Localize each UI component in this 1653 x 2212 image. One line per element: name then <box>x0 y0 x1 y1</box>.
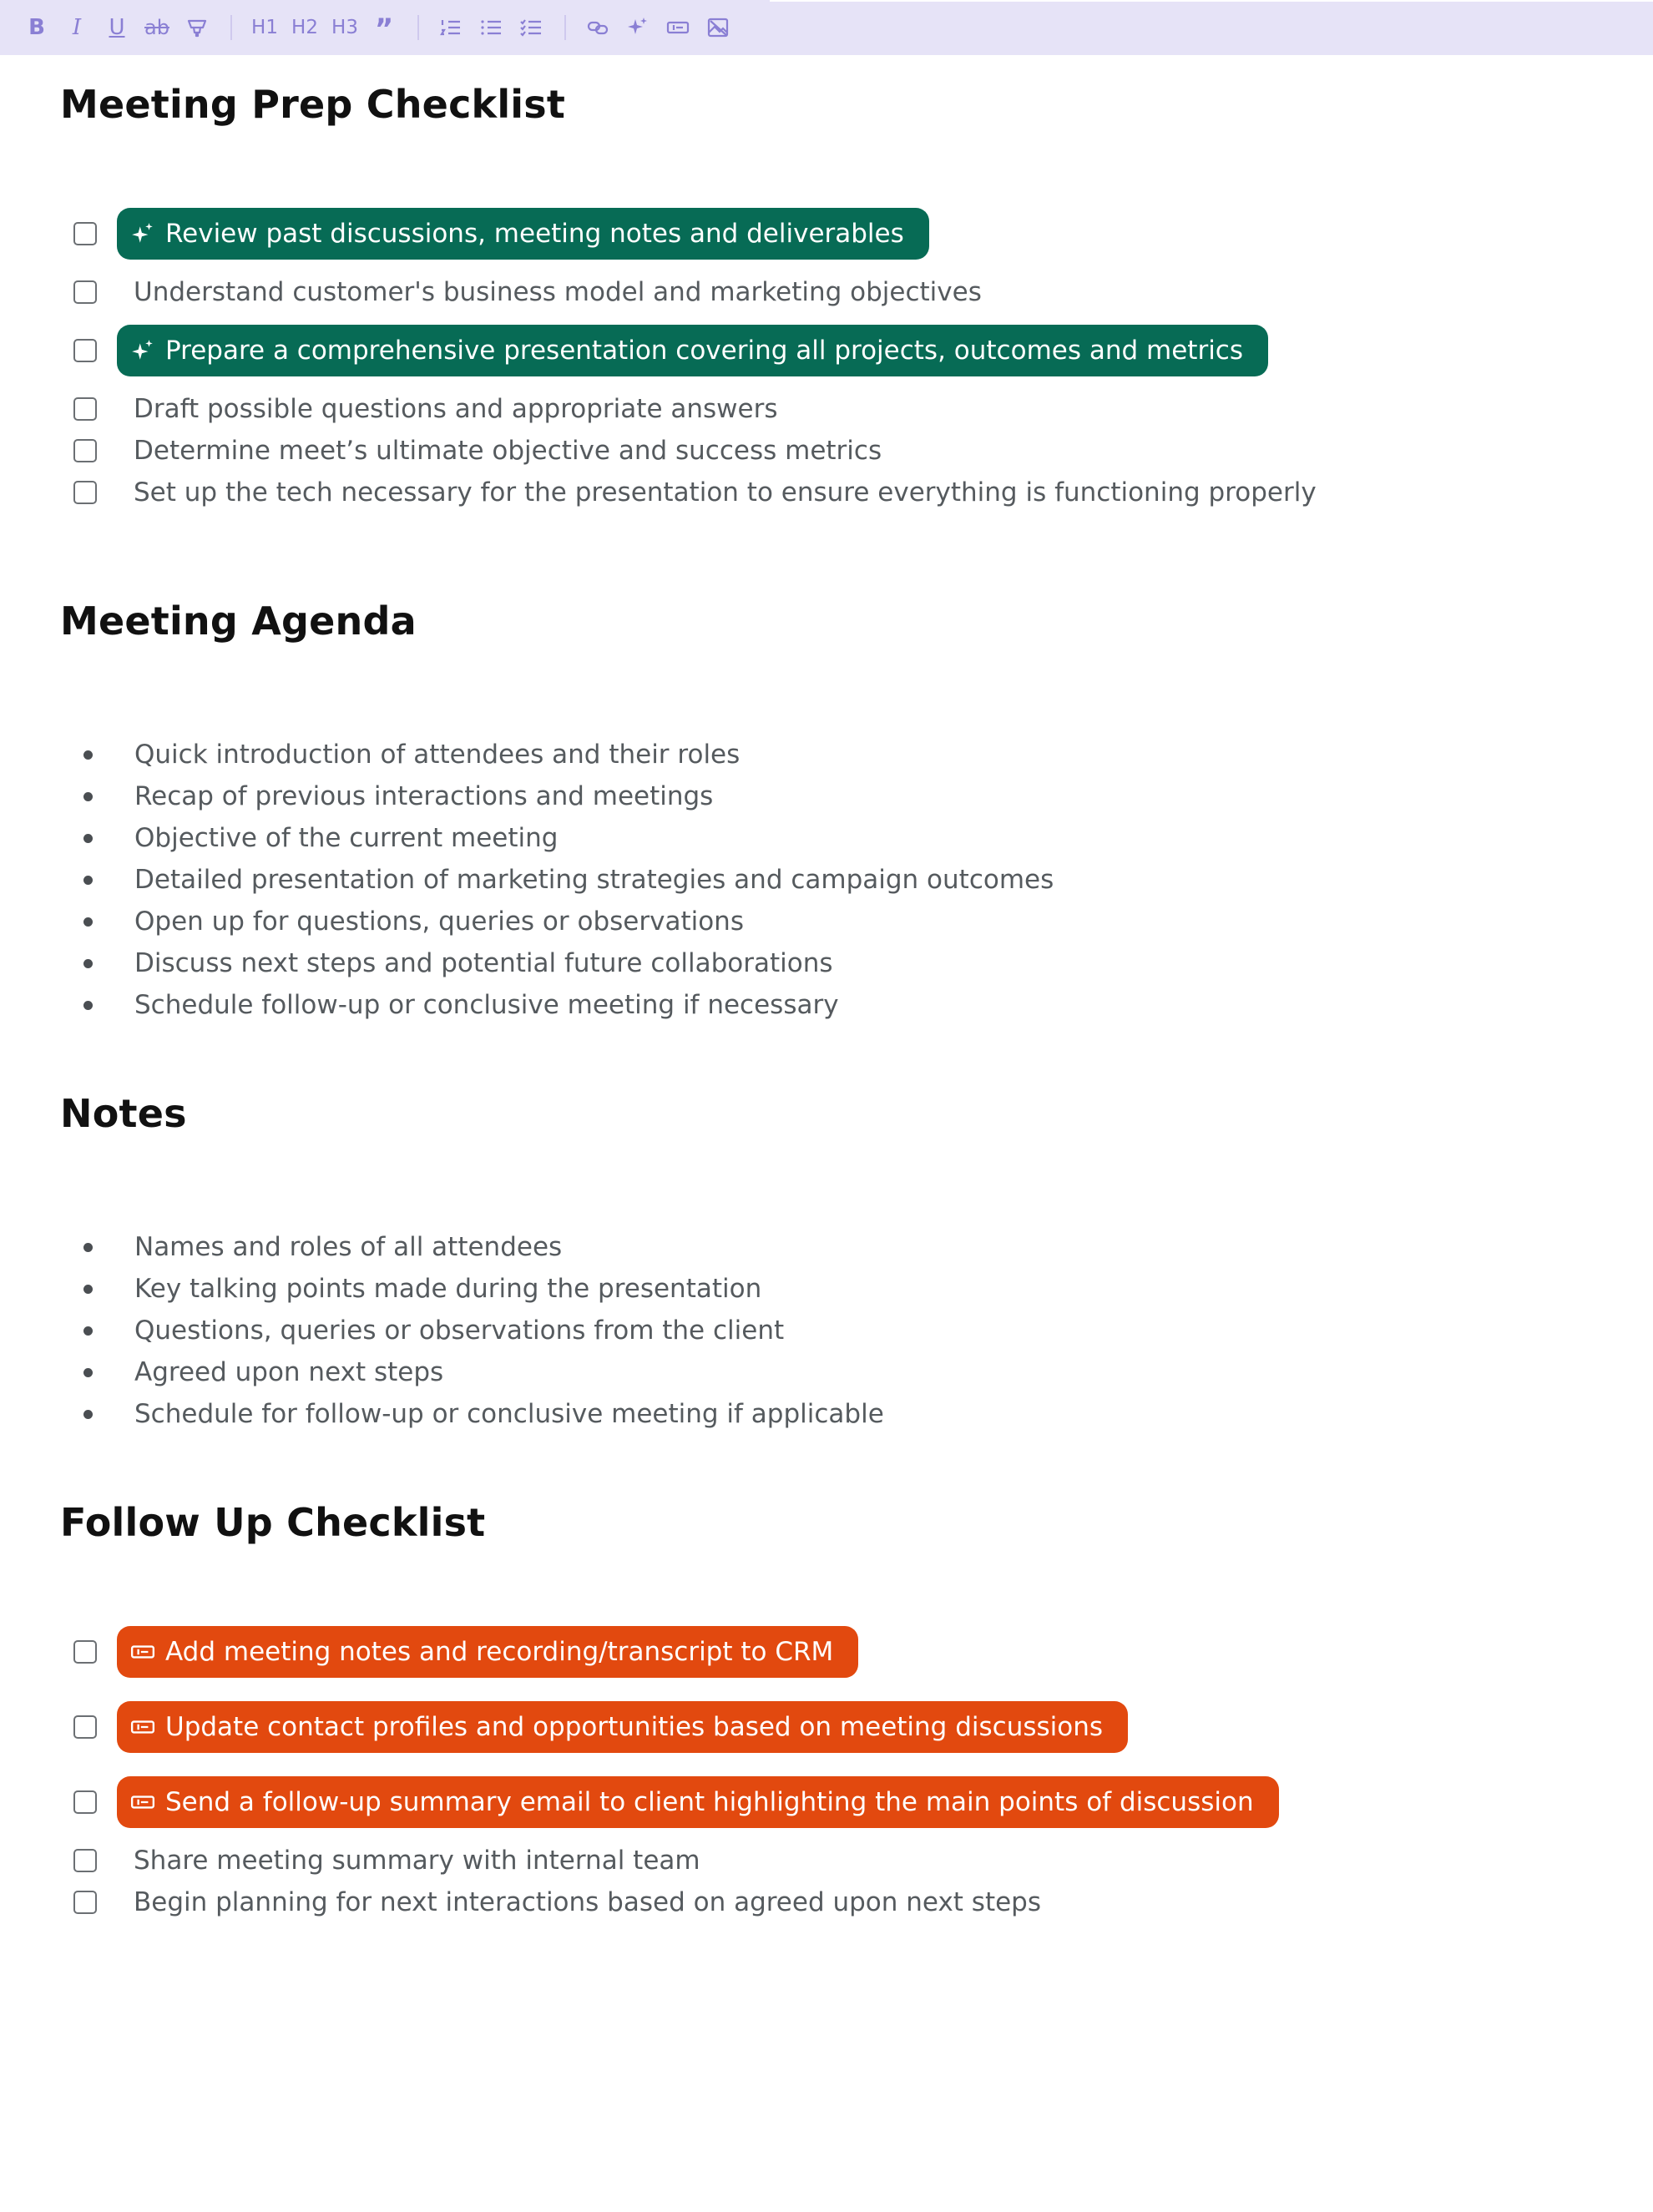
underline-button[interactable]: U <box>109 15 125 40</box>
agenda-heading: Meeting Agenda <box>60 598 417 644</box>
ai-sparkle-icon <box>626 16 650 39</box>
ai-generate-button[interactable] <box>619 9 656 46</box>
heading-1-button[interactable]: H1 <box>251 17 278 38</box>
action-button-icon <box>129 1638 157 1666</box>
checkbox[interactable] <box>73 339 97 362</box>
checklist-item-text[interactable]: Determine meet’s ultimate objective and success metrics <box>134 436 882 466</box>
checklist-item-text[interactable]: Set up the tech necessary for the presentation to ensure everything is functioning properly <box>134 477 1317 508</box>
bullet-list-icon <box>479 16 503 39</box>
checklist-item <box>73 1631 858 1673</box>
toolbar-divider <box>230 15 232 40</box>
strikethrough-button[interactable]: ab <box>144 16 169 39</box>
checkbox[interactable] <box>73 481 97 504</box>
quote-button[interactable]: ” <box>374 13 394 46</box>
list-item-text[interactable]: Detailed presentation of marketing strategies and campaign outcomes <box>134 865 1054 895</box>
checkbox[interactable] <box>73 280 97 304</box>
list-item <box>83 817 558 859</box>
checklist-item <box>73 472 1317 513</box>
image-icon <box>706 16 730 39</box>
italic-button[interactable]: I <box>72 15 82 40</box>
checklist-icon <box>519 16 543 39</box>
checkbox[interactable] <box>73 222 97 245</box>
checklist-item <box>73 1881 1041 1923</box>
checklist-button[interactable] <box>513 9 549 46</box>
bullet <box>83 1001 93 1010</box>
prep-checklist-heading: Meeting Prep Checklist <box>60 82 566 127</box>
checklist-item <box>73 430 882 472</box>
bullet <box>83 959 93 968</box>
checklist-item-text[interactable]: Understand customer's business model and marketing objectives <box>134 277 982 307</box>
notes-heading: Notes <box>60 1091 187 1136</box>
checklist-item-text[interactable]: Begin planning for next interactions based on agreed upon next steps <box>134 1887 1042 1917</box>
checklist-item <box>73 1840 700 1881</box>
ai-sparkle-icon <box>129 220 157 248</box>
bullet <box>83 792 93 801</box>
list-item <box>83 1268 761 1310</box>
list-item <box>83 734 740 775</box>
list-item <box>83 942 833 984</box>
list-item-text[interactable]: Open up for questions, queries or observations <box>134 907 744 937</box>
toolbar-divider <box>417 15 419 40</box>
bullet <box>83 1410 93 1419</box>
list-item-text[interactable]: Quick introduction of attendees and their roles <box>134 740 741 770</box>
list-item-text[interactable]: Objective of the current meeting <box>134 823 559 853</box>
image-button[interactable] <box>700 9 736 46</box>
list-item <box>83 1226 562 1268</box>
list-item-text[interactable]: Recap of previous interactions and meetings <box>134 781 714 811</box>
checklist-item-text: Send a follow-up summary email to client highlighting the main points of discussion <box>165 1787 1254 1817</box>
bullet <box>83 917 93 927</box>
list-item-text[interactable]: Schedule follow-up or conclusive meeting if necessary <box>134 990 839 1020</box>
highlighter-icon <box>185 16 209 39</box>
bullet-list-button[interactable] <box>473 9 509 46</box>
checklist-item <box>73 213 929 255</box>
bullet <box>83 876 93 885</box>
bullet <box>83 1285 93 1294</box>
checklist-item-text[interactable]: Draft possible questions and appropriate answers <box>134 394 778 424</box>
toolbar-divider <box>564 15 566 40</box>
list-item <box>83 984 839 1026</box>
list-item-text[interactable]: Questions, queries or observations from the client <box>134 1316 785 1346</box>
action-button-icon <box>129 1788 157 1816</box>
bullet <box>83 750 93 760</box>
list-item-text[interactable]: Agreed upon next steps <box>134 1357 444 1387</box>
list-item <box>83 859 1054 901</box>
ai-suggestion-pill[interactable] <box>117 208 929 260</box>
action-pill[interactable] <box>117 1701 1128 1753</box>
highlight-button[interactable] <box>179 9 215 46</box>
follow-up-checklist-heading: Follow Up Checklist <box>60 1500 486 1545</box>
list-item-text[interactable]: Discuss next steps and potential future collaborations <box>134 948 833 978</box>
checkbox[interactable] <box>73 397 97 421</box>
action-button-icon <box>129 1713 157 1741</box>
checklist-item <box>73 271 982 313</box>
action-pill[interactable] <box>117 1776 1279 1828</box>
list-item <box>83 775 713 817</box>
list-item <box>83 1310 784 1351</box>
numbered-list-button[interactable] <box>432 9 469 46</box>
list-item-text[interactable]: Names and roles of all attendees <box>134 1232 563 1262</box>
checklist-item <box>73 388 778 430</box>
checkbox[interactable] <box>73 1790 97 1814</box>
list-item-text[interactable]: Key talking points made during the presentation <box>134 1274 762 1304</box>
checklist-item-text: Prepare a comprehensive presentation covering all projects, outcomes and metrics <box>165 336 1243 366</box>
link-button[interactable] <box>579 9 616 46</box>
ai-suggestion-pill[interactable] <box>117 325 1268 376</box>
checklist-item-text: Review past discussions, meeting notes and deliverables <box>165 219 904 249</box>
list-item <box>83 901 744 942</box>
ai-sparkle-icon <box>129 336 157 365</box>
bullet <box>83 1368 93 1377</box>
heading-2-button[interactable]: H2 <box>291 17 318 38</box>
bullet <box>83 1326 93 1336</box>
heading-3-button[interactable]: H3 <box>331 17 358 38</box>
checkbox[interactable] <box>73 1891 97 1914</box>
list-item-text[interactable]: Schedule for follow-up or conclusive meeting if applicable <box>134 1399 884 1429</box>
bullet <box>83 834 93 843</box>
checklist-item-text: Update contact profiles and opportunities based on meeting discussions <box>165 1712 1104 1742</box>
checklist-item <box>73 1781 1279 1823</box>
numbered-list-icon <box>439 16 463 39</box>
checklist-item <box>73 330 1268 371</box>
checkbox[interactable] <box>73 1849 97 1872</box>
checklist-item-text[interactable]: Share meeting summary with internal team <box>134 1846 700 1876</box>
checklist-item-text: Add meeting notes and recording/transcript to CRM <box>165 1637 834 1667</box>
bullet <box>83 1243 93 1252</box>
checkbox[interactable] <box>73 1715 97 1739</box>
action-button[interactable] <box>660 9 696 46</box>
list-item <box>83 1393 884 1435</box>
action-pill[interactable] <box>117 1626 858 1678</box>
bold-button[interactable]: B <box>28 15 45 40</box>
list-item <box>83 1351 443 1393</box>
checklist-item <box>73 1706 1128 1748</box>
formatting-toolbar <box>0 0 1653 55</box>
link-icon <box>586 16 609 39</box>
checkbox[interactable] <box>73 439 97 462</box>
action-button-icon <box>666 16 690 39</box>
checkbox[interactable] <box>73 1640 97 1664</box>
